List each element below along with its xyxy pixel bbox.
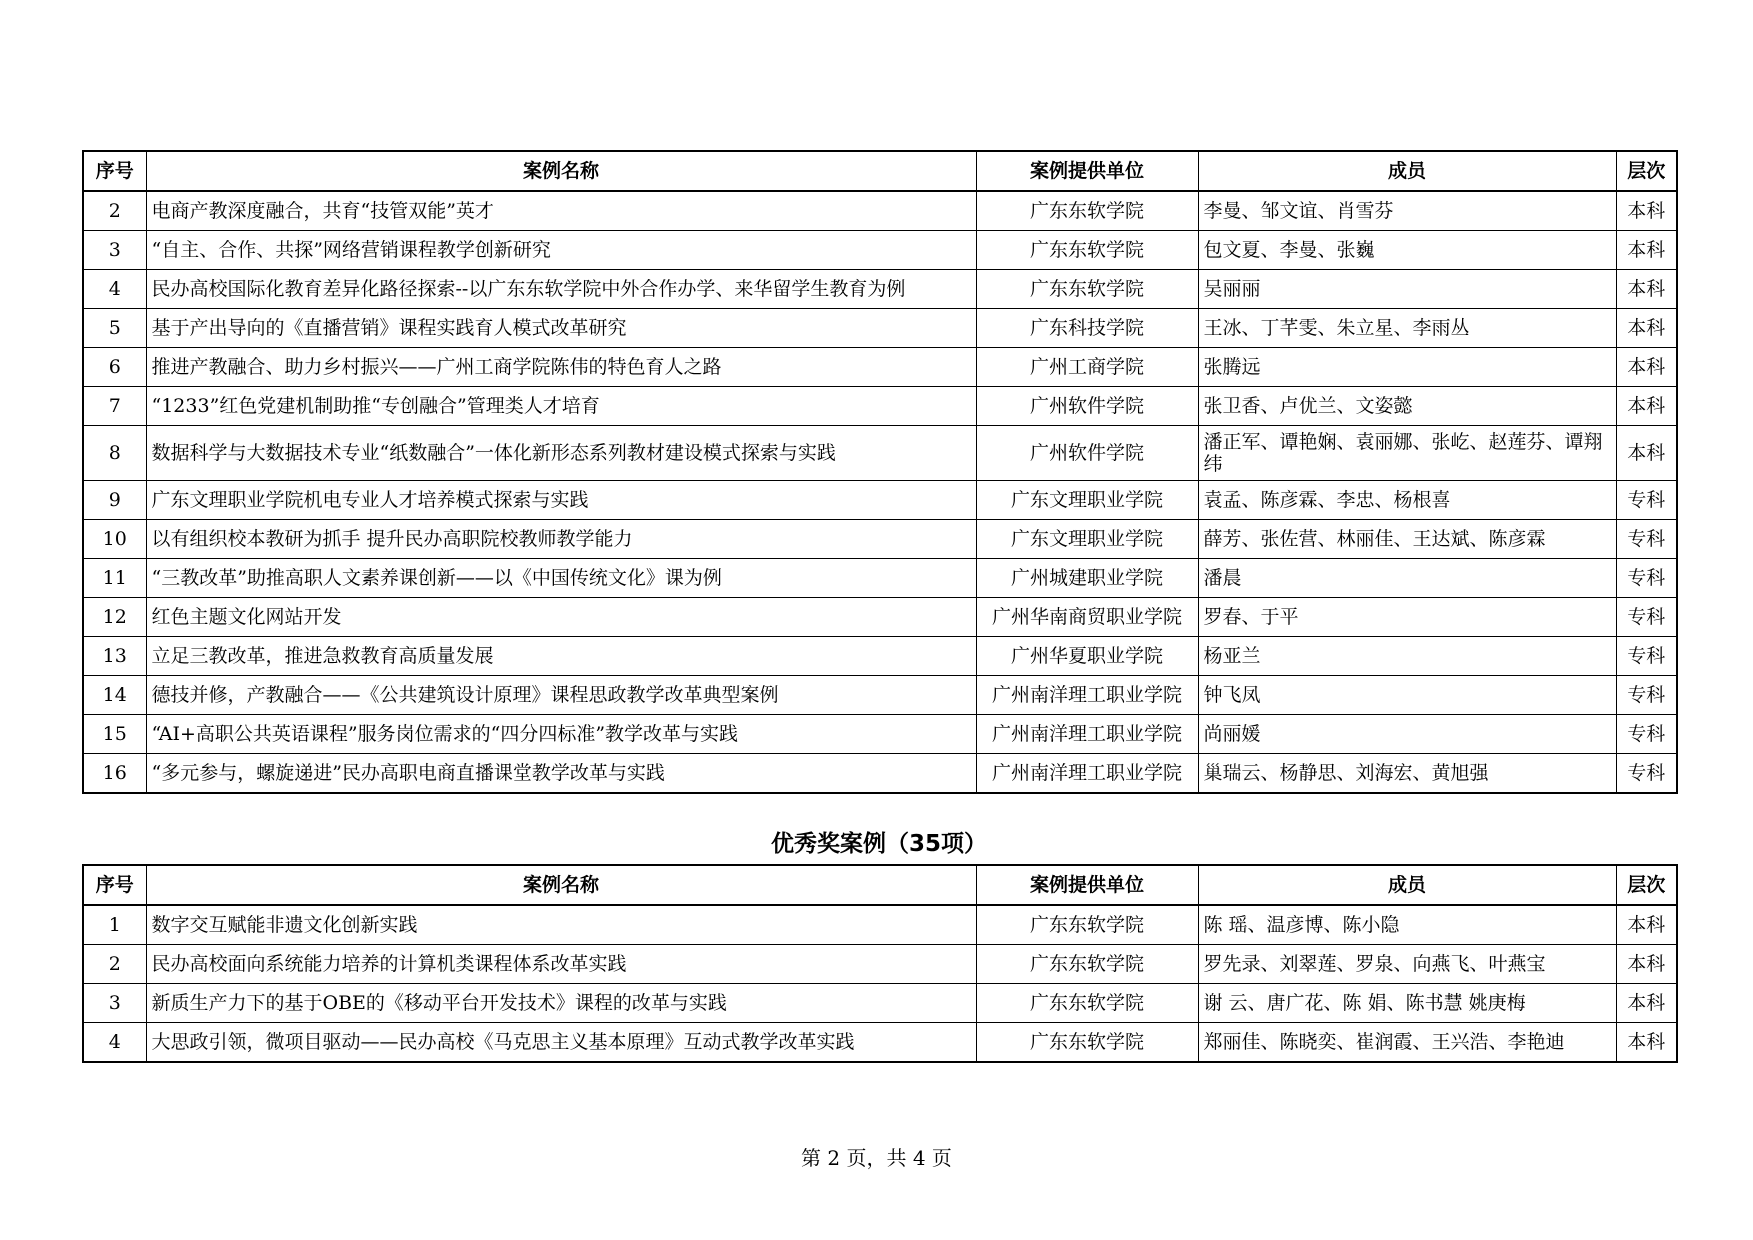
row-level: 本科 [1616, 1023, 1677, 1063]
row-level: 本科 [1616, 191, 1677, 231]
table-row [83, 231, 1677, 270]
row-members: 李曼、邹文谊、肖雪芬 [1198, 191, 1616, 231]
row-level: 本科 [1616, 945, 1677, 984]
row-num: 2 [83, 191, 146, 231]
row-members: 张卫香、卢优兰、文姿懿 [1198, 387, 1616, 426]
row-unit: 广东文理职业学院 [976, 520, 1198, 559]
table-row [83, 1023, 1677, 1063]
row-level: 本科 [1616, 231, 1677, 270]
row-members: 张腾远 [1198, 348, 1616, 387]
row-num: 12 [83, 598, 146, 637]
row-unit: 广东文理职业学院 [976, 481, 1198, 520]
table-header-row [83, 865, 1677, 905]
table-row [83, 348, 1677, 387]
row-name: “三教改革”助推高职人文素养课创新——以《中国传统文化》课为例 [146, 559, 976, 598]
row-unit: 广州南洋理工职业学院 [976, 715, 1198, 754]
row-name: “1233”红色党建机制助推“专创融合”管理类人才培育 [146, 387, 976, 426]
table-row [83, 426, 1677, 481]
table-row [83, 945, 1677, 984]
header-level: 层次 [1616, 151, 1677, 191]
row-name: 大思政引领，微项目驱动——民办高校《马克思主义基本原理》互动式教学改革实践 [146, 1023, 976, 1063]
row-members: 吴丽丽 [1198, 270, 1616, 309]
row-level: 专科 [1616, 481, 1677, 520]
row-unit: 广东东软学院 [976, 231, 1198, 270]
row-name: 广东文理职业学院机电专业人才培养模式探索与实践 [146, 481, 976, 520]
table-row [83, 309, 1677, 348]
table-row [83, 598, 1677, 637]
row-level: 本科 [1616, 984, 1677, 1023]
table-row [83, 520, 1677, 559]
row-num: 1 [83, 905, 146, 945]
header-members: 成员 [1198, 865, 1616, 905]
row-level: 专科 [1616, 559, 1677, 598]
row-members: 杨亚兰 [1198, 637, 1616, 676]
row-members: 谢 云、唐广花、陈 娟、陈书慧 姚庚梅 [1198, 984, 1616, 1023]
row-members: 罗先录、刘翠莲、罗泉、向燕飞、叶燕宝 [1198, 945, 1616, 984]
row-level: 专科 [1616, 637, 1677, 676]
row-num: 4 [83, 1023, 146, 1063]
row-name: 以有组织校本教研为抓手 提升民办高职院校教师教学能力 [146, 520, 976, 559]
header-unit: 案例提供单位 [976, 865, 1198, 905]
row-num: 8 [83, 426, 146, 481]
row-level: 本科 [1616, 905, 1677, 945]
row-level: 本科 [1616, 309, 1677, 348]
table-row [83, 984, 1677, 1023]
row-unit: 广东东软学院 [976, 270, 1198, 309]
row-name: 德技并修，产教融合——《公共建筑设计原理》课程思政教学改革典型案例 [146, 676, 976, 715]
row-unit: 广东东软学院 [976, 984, 1198, 1023]
table-row [83, 481, 1677, 520]
row-name: 民办高校国际化教育差异化路径探索--以广东东软学院中外合作办学、来华留学生教育为例 [146, 270, 976, 309]
row-members: 包文夏、李曼、张巍 [1198, 231, 1616, 270]
row-name: 基于产出导向的《直播营销》课程实践育人模式改革研究 [146, 309, 976, 348]
row-unit: 广州软件学院 [976, 387, 1198, 426]
row-num: 2 [83, 945, 146, 984]
row-name: “多元参与，螺旋递进”民办高职电商直播课堂教学改革与实践 [146, 754, 976, 794]
header-name: 案例名称 [146, 865, 976, 905]
table-row [83, 387, 1677, 426]
row-name: 电商产教深度融合，共育“技管双能”英才 [146, 191, 976, 231]
row-name: 民办高校面向系统能力培养的计算机类课程体系改革实践 [146, 945, 976, 984]
row-name: 立足三教改革，推进急救教育高质量发展 [146, 637, 976, 676]
row-level: 专科 [1616, 598, 1677, 637]
row-num: 6 [83, 348, 146, 387]
row-num: 4 [83, 270, 146, 309]
row-num: 3 [83, 984, 146, 1023]
row-name: 数据科学与大数据技术专业“纸数融合”一体化新形态系列教材建设模式探索与实践 [146, 426, 976, 481]
row-name: 数字交互赋能非遗文化创新实践 [146, 905, 976, 945]
row-unit: 广州软件学院 [976, 426, 1198, 481]
row-members: 潘晨 [1198, 559, 1616, 598]
row-members: 王冰、丁芊雯、朱立星、李雨丛 [1198, 309, 1616, 348]
page-number-footer: 第 2 页，共 4 页 [801, 1146, 952, 1170]
row-unit: 广州工商学院 [976, 348, 1198, 387]
row-level: 专科 [1616, 676, 1677, 715]
row-members: 潘正军、谭艳娴、袁丽娜、张屹、赵莲芬、谭翔纬 [1198, 426, 1616, 481]
row-unit: 广东东软学院 [976, 1023, 1198, 1063]
row-name: 新质生产力下的基于OBE的《移动平台开发技术》课程的改革与实践 [146, 984, 976, 1023]
row-num: 9 [83, 481, 146, 520]
table-row [83, 676, 1677, 715]
row-unit: 广州城建职业学院 [976, 559, 1198, 598]
row-level: 本科 [1616, 426, 1677, 481]
header-name: 案例名称 [146, 151, 976, 191]
row-unit: 广东科技学院 [976, 309, 1198, 348]
header-num: 序号 [83, 151, 146, 191]
row-level: 本科 [1616, 348, 1677, 387]
row-name: 红色主题文化网站开发 [146, 598, 976, 637]
row-name: “自主、合作、共探”网络营销课程教学创新研究 [146, 231, 976, 270]
row-members: 袁孟、陈彦霖、李忠、杨根喜 [1198, 481, 1616, 520]
table-row [83, 715, 1677, 754]
row-level: 专科 [1616, 520, 1677, 559]
header-members: 成员 [1198, 151, 1616, 191]
row-name: 推进产教融合、助力乡村振兴——广州工商学院陈伟的特色育人之路 [146, 348, 976, 387]
row-unit: 广东东软学院 [976, 905, 1198, 945]
row-num: 7 [83, 387, 146, 426]
row-members: 郑丽佳、陈晓奕、崔润霞、王兴浩、李艳迪 [1198, 1023, 1616, 1063]
row-members: 薛芳、张佐营、林丽佳、王达斌、陈彦霖 [1198, 520, 1616, 559]
row-level: 本科 [1616, 387, 1677, 426]
row-unit: 广东东软学院 [976, 191, 1198, 231]
row-level: 本科 [1616, 270, 1677, 309]
cases-table-top [82, 150, 1678, 794]
row-unit: 广州南洋理工职业学院 [976, 676, 1198, 715]
row-num: 15 [83, 715, 146, 754]
table-row [83, 754, 1677, 794]
header-num: 序号 [83, 865, 146, 905]
row-num: 13 [83, 637, 146, 676]
row-num: 11 [83, 559, 146, 598]
row-num: 14 [83, 676, 146, 715]
row-unit: 广州华南商贸职业学院 [976, 598, 1198, 637]
table-row [83, 559, 1677, 598]
table-header-row [83, 151, 1677, 191]
table-row [83, 270, 1677, 309]
row-num: 16 [83, 754, 146, 794]
row-members: 罗春、于平 [1198, 598, 1616, 637]
table-row [83, 637, 1677, 676]
section-title-excellence-award: 优秀奖案例（35项） [770, 831, 987, 857]
header-unit: 案例提供单位 [976, 151, 1198, 191]
row-members: 钟飞凤 [1198, 676, 1616, 715]
cases-table-excellence [82, 864, 1678, 1063]
row-unit: 广州华夏职业学院 [976, 637, 1198, 676]
table-row [83, 191, 1677, 231]
row-members: 尚丽媛 [1198, 715, 1616, 754]
row-level: 专科 [1616, 715, 1677, 754]
row-unit: 广东东软学院 [976, 945, 1198, 984]
row-num: 3 [83, 231, 146, 270]
row-level: 专科 [1616, 754, 1677, 794]
row-num: 10 [83, 520, 146, 559]
table-row [83, 905, 1677, 945]
row-name: “AI+高职公共英语课程”服务岗位需求的“四分四标准”教学改革与实践 [146, 715, 976, 754]
row-num: 5 [83, 309, 146, 348]
row-members: 陈 瑶、温彦博、陈小隐 [1198, 905, 1616, 945]
row-unit: 广州南洋理工职业学院 [976, 754, 1198, 794]
row-members: 巢瑞云、杨静思、刘海宏、黄旭强 [1198, 754, 1616, 794]
header-level: 层次 [1616, 865, 1677, 905]
